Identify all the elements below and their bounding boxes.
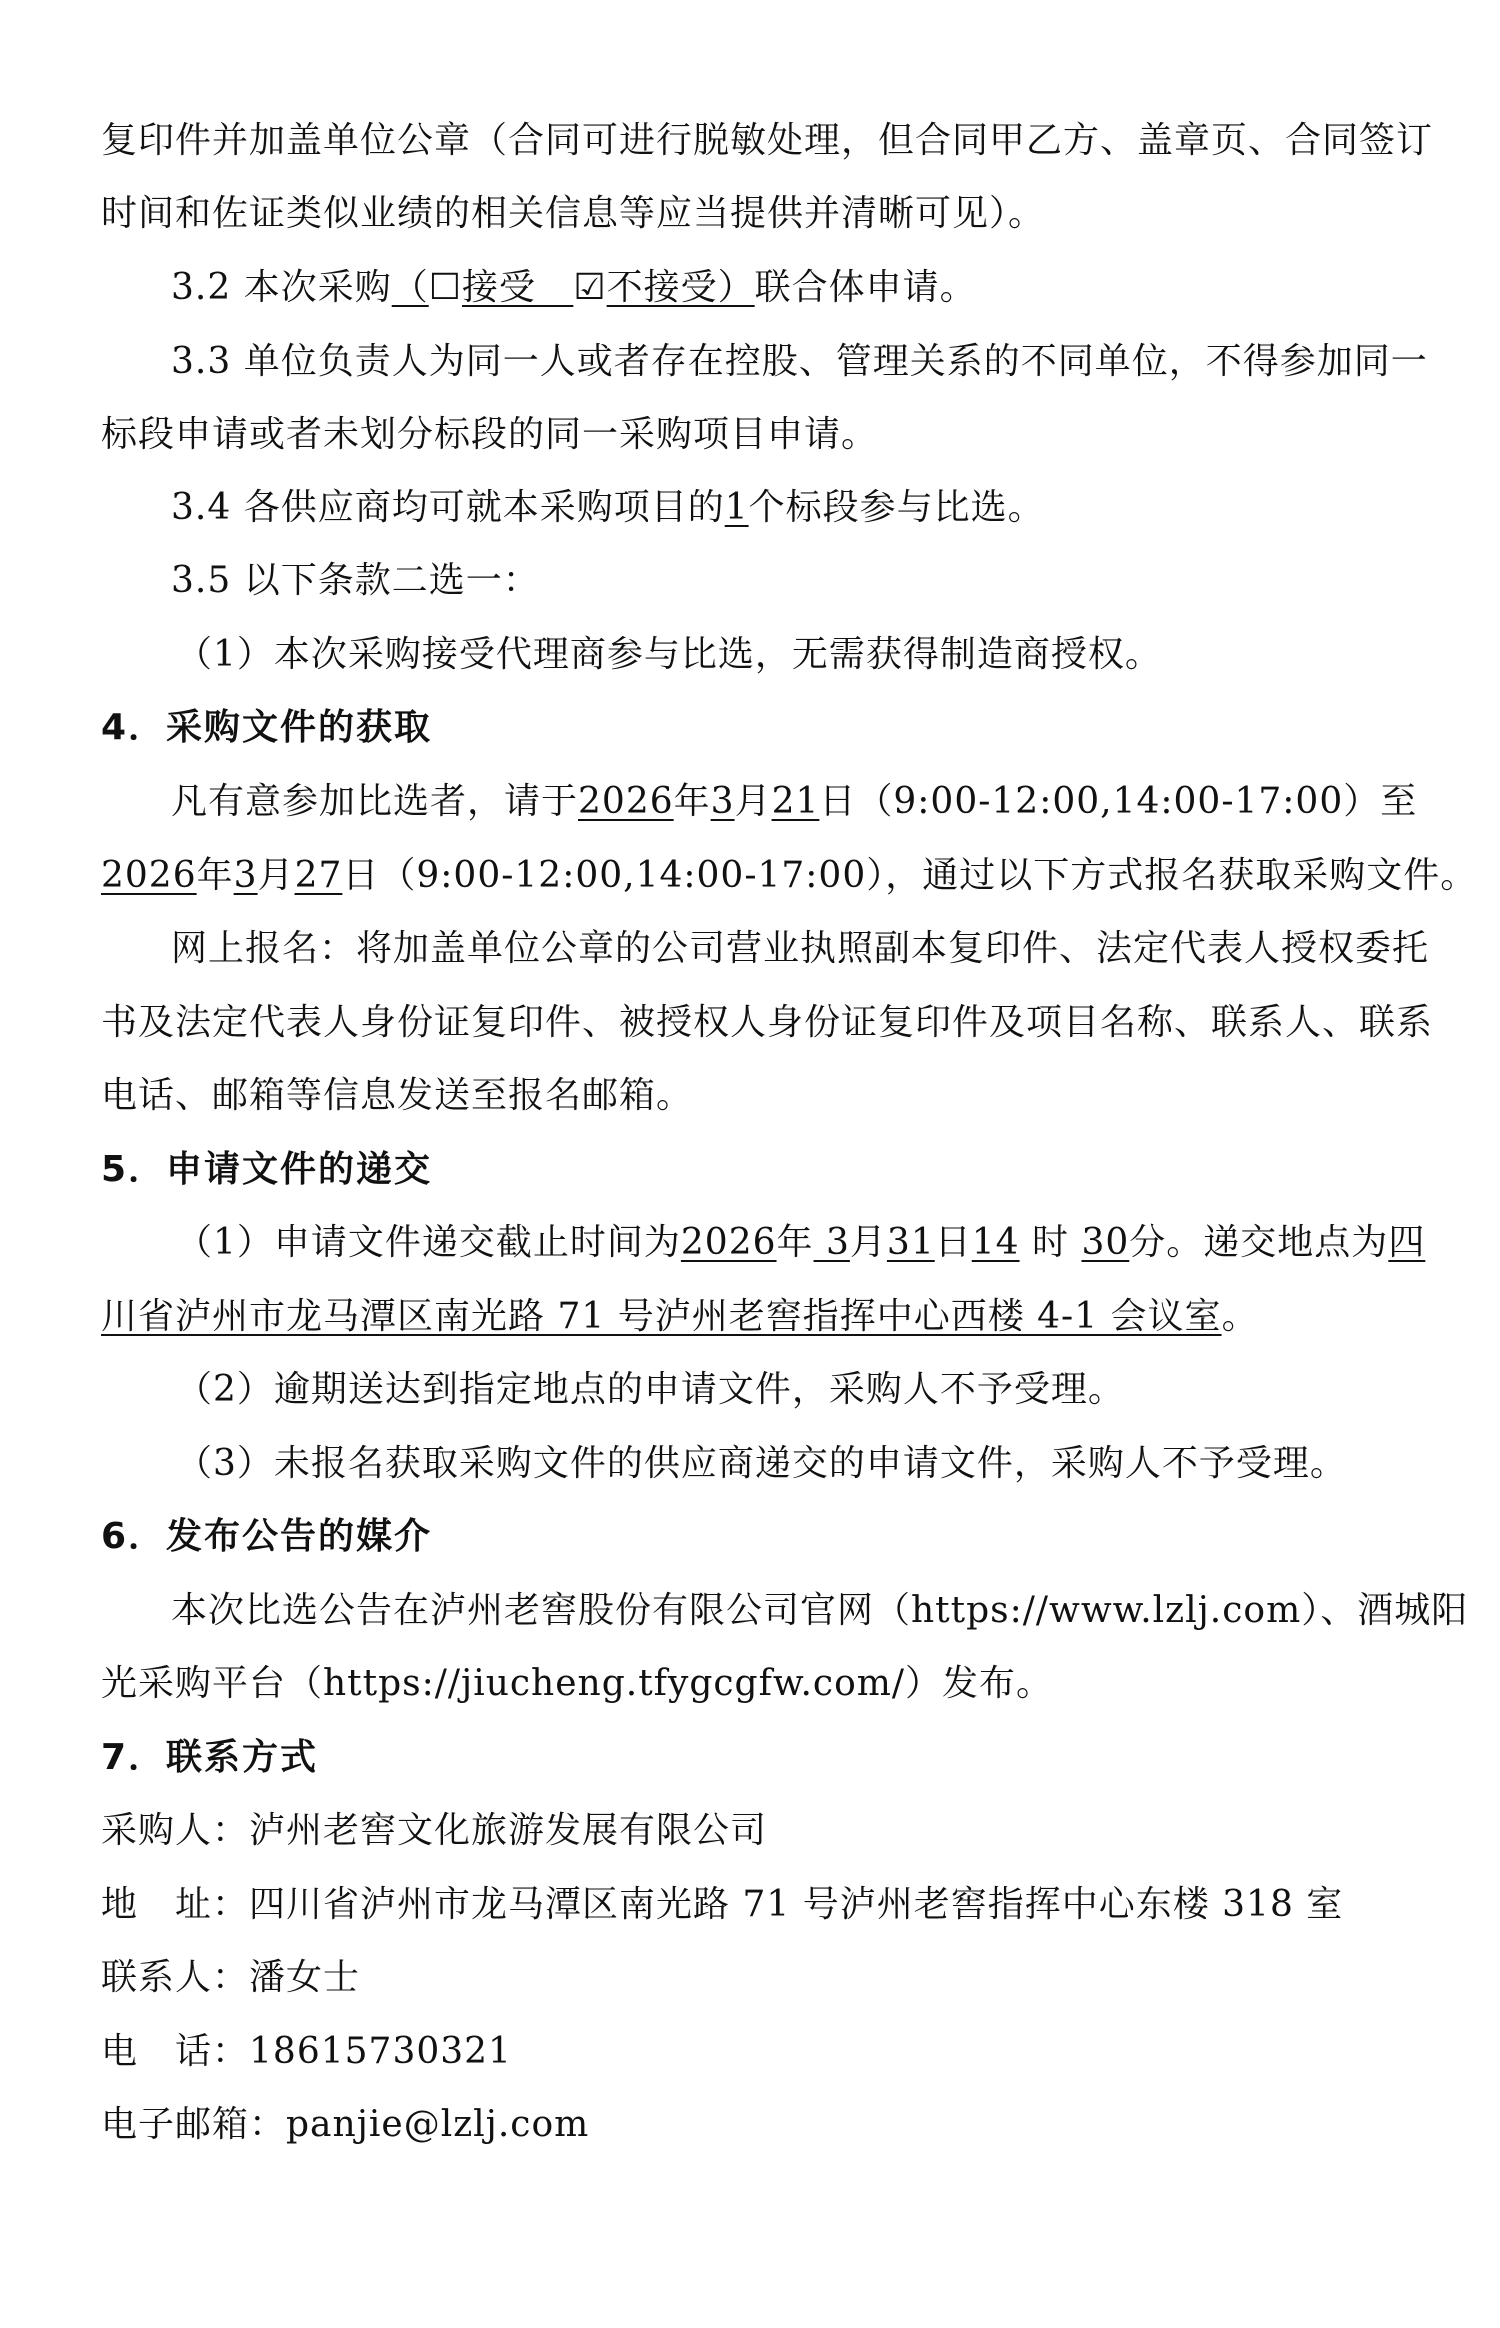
deadline-month: 3: [826, 1222, 850, 1263]
buyer-name: 采购人：泸州老窖文化旅游发展有限公司: [101, 1810, 768, 1851]
clause-3-3-line-2: 标段申请或者未划分标段的同一采购项目申请。: [101, 414, 879, 455]
end-year: 2026: [101, 855, 197, 896]
phone-label: 电 话：: [101, 2031, 250, 2072]
section-4-period-line-1: [171, 778, 1417, 826]
online-registration-line-1: 网上报名：将加盖单位公章的公司营业执照副本复印件、法定代表人授权委托: [171, 928, 1430, 969]
deadline-day: 31: [886, 1222, 935, 1263]
online-registration-line-3: 电话、邮箱等信息发送至报名邮箱。: [101, 1075, 694, 1116]
intro-line-1: 复印件并加盖单位公章（合同可进行脱敏处理，但合同甲乙方、盖章页、合同签订: [101, 120, 1434, 161]
address-label: 地 址：: [101, 1884, 250, 1925]
contact-person: 联系人：潘女士: [101, 1957, 361, 1998]
section-4-heading: 4．采购文件的获取: [101, 707, 433, 748]
lot-count: 1: [724, 487, 749, 528]
end-month: 3: [233, 855, 258, 896]
clause-3-4-prefix: 3.4 各供应商均可就本采购项目的: [171, 487, 725, 528]
clause-3-5: 3.5 以下条款二选一：: [171, 560, 540, 601]
submission-deadline-line-1: [176, 1219, 1425, 1267]
section-4-period-line-2: [101, 852, 1477, 900]
deadline-minute: 30: [1081, 1222, 1130, 1263]
clause-3-2-suffix: 联合体申请。: [754, 267, 977, 308]
submission-deadline-line-2: [101, 1293, 1259, 1341]
hour-char: 时: [1032, 1222, 1070, 1263]
email-value: panjie@lzlj.com: [286, 2104, 590, 2145]
deadline-year: 2026: [680, 1222, 777, 1263]
consortium-options: [392, 267, 755, 308]
deadline-hour: 14: [971, 1222, 1020, 1263]
year-char: 年: [776, 1222, 814, 1263]
month-char: 月: [849, 1222, 887, 1263]
period: 。: [1221, 1296, 1259, 1337]
option-reject-label: 不接受）: [606, 267, 755, 308]
email-label: 电子邮箱：: [101, 2104, 287, 2145]
start-hours: 日（9:00-12:00,14:00-17:00）至: [819, 781, 1418, 822]
contact-phone: [101, 2028, 512, 2076]
day-char: 日: [934, 1222, 972, 1263]
unchecked-box-icon: ☐: [428, 267, 462, 308]
buyer-address: [101, 1881, 1343, 1929]
media-line-1: 本次比选公告在泸州老窖股份有限公司官网（https://www.lzlj.com）、酒城阳: [171, 1590, 1469, 1631]
location-part-1: 四: [1388, 1222, 1426, 1263]
end-day: 27: [294, 855, 343, 896]
section-5-heading: 5．申请文件的递交: [101, 1149, 433, 1190]
clause-3-3-line-1: 3.3 单位负责人为同一人或者存在控股、管理关系的不同单位，不得参加同一: [171, 341, 1428, 382]
checked-box-icon: ☑: [573, 267, 607, 308]
clause-3-4: [171, 484, 1045, 532]
month-char: 月: [257, 855, 295, 896]
deadline-intro: （1）申请文件递交截止时间为: [176, 1222, 681, 1263]
late-submission-rule: （2）逾期送达到指定地点的申请文件，采购人不予受理。: [176, 1369, 1125, 1410]
section-6-heading: 6．发布公告的媒介: [101, 1516, 433, 1557]
option-open-paren: （: [391, 267, 429, 308]
clause-3-2-prefix: 3.2 本次采购: [171, 267, 392, 308]
location-intro: 分。递交地点为: [1129, 1222, 1389, 1263]
start-year: 2026: [578, 781, 674, 822]
start-month: 3: [710, 781, 735, 822]
clause-3-5-option-1: （1）本次采购接受代理商参与比选，无需获得制造商授权。: [176, 634, 1162, 675]
submission-location: 川省泸州市龙马潭区南光路 71 号泸州老窖指挥中心西楼 4-1 会议室: [101, 1296, 1222, 1337]
end-hours: 日（9:00-12:00,14:00-17:00），通过以下方式报名获取采购文件。: [342, 855, 1478, 896]
clause-3-4-suffix: 个标段参与比选。: [748, 487, 1045, 528]
start-day: 21: [771, 781, 820, 822]
phone-value: 18615730321: [249, 2031, 512, 2072]
year-char: 年: [196, 855, 234, 896]
intro-line-2: 时间和佐证类似业绩的相关信息等应当提供并清晰可见）。: [101, 193, 1046, 234]
year-char: 年: [673, 781, 711, 822]
media-line-2: 光采购平台（https://jiucheng.tfygcgfw.com/）发布。: [101, 1663, 1054, 1704]
online-registration-line-2: 书及法定代表人身份证复印件、被授权人身份证复印件及项目名称、联系人、联系: [101, 1002, 1434, 1043]
unregistered-submission-rule: （3）未报名获取采购文件的供应商递交的申请文件，采购人不予受理。: [176, 1443, 1347, 1484]
address-value: 四川省泸州市龙马潭区南光路 71 号泸州老窖指挥中心东楼 318 室: [249, 1884, 1344, 1925]
section-7-heading: 7．联系方式: [101, 1737, 319, 1778]
contact-email: [101, 2101, 589, 2149]
month-char: 月: [734, 781, 772, 822]
option-accept-label: 接受: [462, 267, 537, 308]
clause-3-2: [171, 264, 977, 312]
period-intro: 凡有意参加比选者，请于: [171, 781, 579, 822]
